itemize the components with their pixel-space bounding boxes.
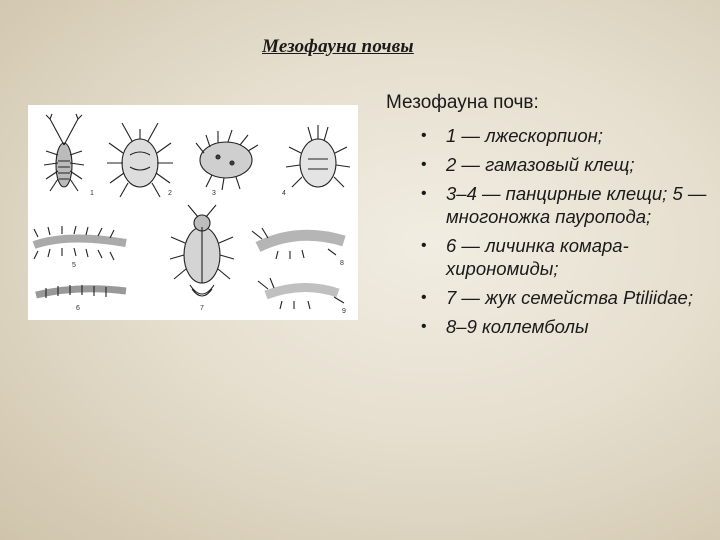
collembola-drawing: [258, 278, 344, 309]
figure-label: 8: [340, 260, 344, 267]
bullet-icon: •: [421, 127, 427, 144]
list-item-text: 3–4 — панцирные клещи; 5 — многоножка пауропода;: [446, 183, 707, 227]
bullet-icon: •: [421, 289, 427, 306]
figure-label: 6: [76, 305, 80, 312]
collembola-drawing: [252, 228, 344, 259]
list-item: [380, 182, 716, 228]
list-item: [380, 315, 716, 338]
list-item: [380, 124, 716, 147]
figure-label: 1: [90, 190, 94, 197]
list-item-text: 8–9 коллемболы: [446, 316, 589, 337]
list-item-text: 6 — личинка комара-хирономиды;: [446, 235, 629, 279]
oribatid-mite-drawing: [196, 130, 258, 190]
species-list: [380, 124, 707, 338]
figure-label: 3: [212, 190, 216, 197]
figure-label: 5: [72, 262, 76, 269]
oribatid-mite-drawing: [286, 125, 350, 187]
slide-title: Мезофауна почвы: [262, 36, 414, 57]
list-item-text: 7 — жук семейства Ptiliidae;: [446, 287, 693, 308]
pseudoscorpion-drawing: [44, 114, 84, 191]
chironomid-larva-drawing: [36, 285, 126, 298]
soil-mesofauna-illustration: [28, 105, 358, 320]
bullet-icon: •: [421, 237, 427, 254]
list-item-text: 2 — гамазовый клещ;: [446, 154, 635, 175]
bullet-icon: •: [421, 156, 427, 173]
list-heading: Мезофауна почв:: [386, 92, 539, 113]
species-list-block: [380, 92, 707, 344]
list-item: [380, 234, 716, 280]
bullet-icon: •: [421, 318, 427, 335]
pauropod-drawing: [34, 226, 126, 260]
figure-label: 9: [342, 308, 346, 315]
figure-label: 7: [200, 305, 204, 312]
list-item: [380, 286, 716, 309]
ptiliid-beetle-drawing: [170, 205, 234, 296]
gamasid-mite-drawing: [107, 123, 173, 197]
figure-label: 2: [168, 190, 172, 197]
figure-label: 4: [282, 190, 286, 197]
list-item-text: 1 — лжескорпион;: [446, 125, 603, 146]
bullet-icon: •: [421, 185, 427, 202]
list-item: [380, 153, 716, 176]
